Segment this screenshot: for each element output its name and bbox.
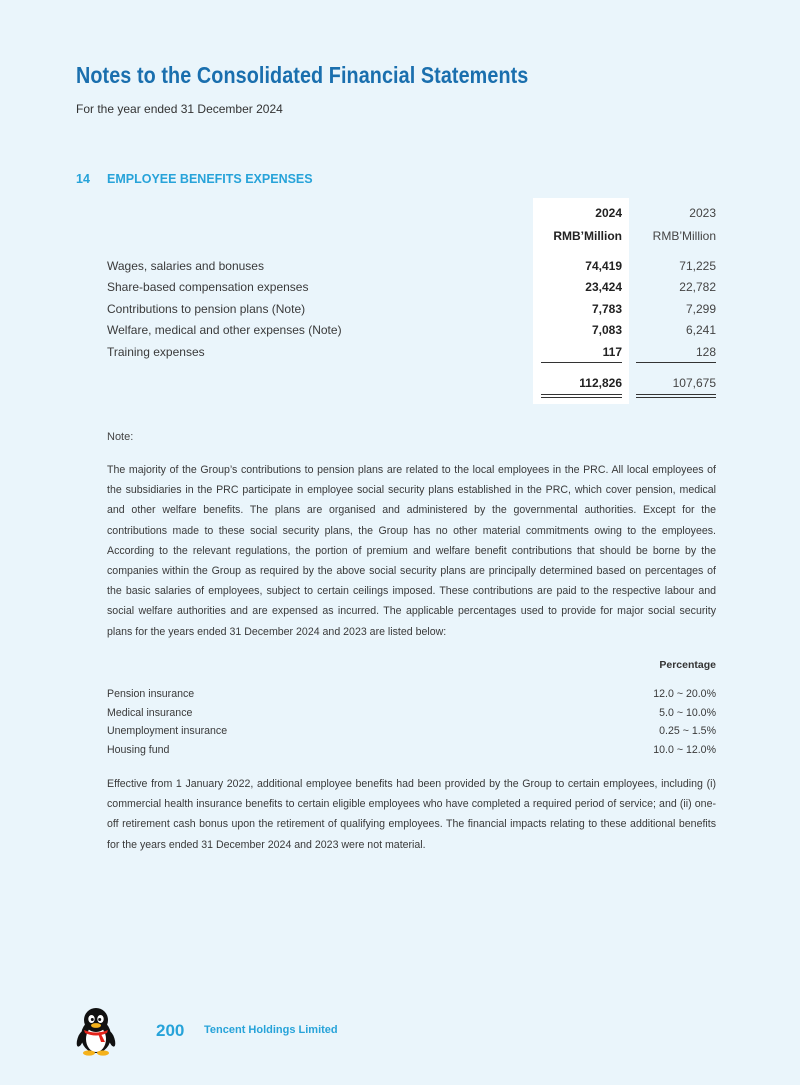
note-paragraph-pension: The majority of the Group’s contributions to pension plans are related to the local employees in the PRC. All local employees of the subsidiaries in the PRC participate in employee social security plans established in the PRC, which cover pension, medical and other welfare benefits. The plans are organised and administered by the governmental authorities. Except for the contributions made to these social security plans, the Group has no other material commitments owing to the employees. According to the relevant regulations, the portion of premium and welfare benefit contributions that should be borne by the companies within the Group as required by the above social security plans are principally determined based on percentages of the basic salaries of employees, subject to certain ceilings imposed. These contributions are paid to the respective labour and social welfare authorities and are expensed as incurred. The applicable percentages used to provide for major social security plans for the years ended 31 December 2024 and 2023 are listed below: [107,464,716,638]
value-2024-pension: 7,783 [591,302,622,316]
row-label-welfare: Welfare, medical and other expenses (Note) [107,323,342,337]
value-2023-wages: 71,225 [679,259,716,273]
note-paragraph-additional-benefits: Effective from 1 January 2022, additional employee benefits had been provided by the Group to certain employees, including (i) commercial health insurance benefits to certain eligible employees who have completed a required period of service; and (ii) one-off retirement cash bonus upon the retirement of qualifying employees. The financial impacts relating to these additional benefits for the years ended 31 December 2024 and 2023 were not material. [107,778,716,851]
value-2023-welfare: 6,241 [685,323,716,337]
page-number: 200 [156,1021,185,1040]
row-label-training: Training expenses [107,345,205,359]
note-label: Note: [107,431,134,443]
section-heading [76,172,313,186]
insurance-value-medical: 5.0 ~ 10.0% [659,707,716,719]
value-2024-share-based: 23,424 [585,280,622,294]
column-year-2024: 2024 [595,206,622,220]
value-2023-training: 128 [695,345,716,359]
insurance-label-unemployment: Unemployment insurance [107,725,228,737]
column-year-2023: 2023 [689,206,716,220]
value-2023-pension: 7,299 [685,302,716,316]
insurance-value-housing: 10.0 ~ 12.0% [653,744,716,756]
section-number: 14 [76,172,90,186]
column-unit-2024: RMB’Million [553,229,622,243]
section-title: EMPLOYEE BENEFITS EXPENSES [107,172,313,186]
total-double-rule-2023-bottom [636,397,716,398]
row-label-wages: Wages, salaries and bonuses [107,259,264,273]
penguin-mascot-icon [76,1006,116,1061]
insurance-value-unemployment: 0.25 ~ 1.5% [659,725,716,737]
insurance-value-pension: 12.0 ~ 20.0% [653,688,716,700]
value-2023-share-based: 22,782 [679,280,716,294]
total-2023: 107,675 [672,376,716,390]
insurance-label-pension: Pension insurance [107,688,195,700]
value-2024-wages: 74,419 [585,259,622,273]
subtotal-rule-2023 [636,362,716,363]
value-2024-training: 117 [602,345,622,359]
page-subtitle: For the year ended 31 December 2024 [76,102,283,116]
total-double-rule-2023-top [636,394,716,395]
row-label-pension: Contributions to pension plans (Note) [107,302,306,316]
insurance-label-housing: Housing fund [107,744,170,756]
total-2024: 112,826 [579,376,622,390]
percentage-header: Percentage [659,659,716,671]
column-unit-2023: RMB’Million [652,229,716,243]
insurance-label-medical: Medical insurance [107,707,193,719]
company-name: Tencent Holdings Limited [204,1024,338,1036]
value-2024-welfare: 7,083 [591,323,622,337]
total-double-rule-2024-top [541,394,622,395]
row-label-share-based: Share-based compensation expenses [107,280,309,294]
page-title: Notes to the Consolidated Financial Statements [76,62,529,88]
subtotal-rule-2024 [541,362,622,363]
total-double-rule-2024-bottom [541,397,622,398]
